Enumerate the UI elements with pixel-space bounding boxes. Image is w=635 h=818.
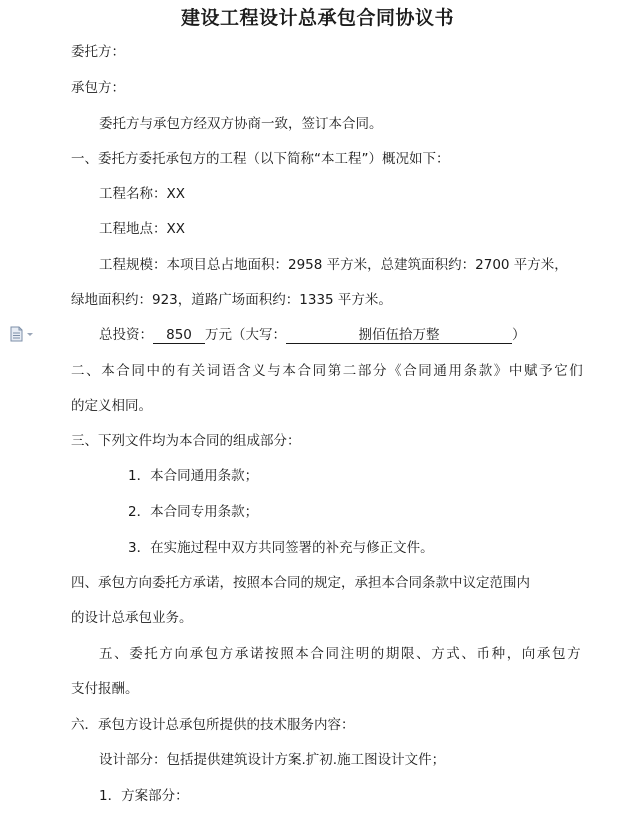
section2-line2: 的定义相同。 [71, 398, 152, 414]
investment-unit: 万元（大写： [205, 327, 286, 343]
list-item: 2．本合同专用条款； [128, 504, 259, 520]
project-scale-line2: 绿地面积约：923，道路广场面积约：1335 平方米。 [71, 292, 392, 308]
investment-amount: 850 [153, 327, 205, 344]
section3-heading: 三、下列文件均为本合同的组成部分： [71, 433, 301, 449]
section1-heading: 一、委托方委托承包方的工程（以下简称“本工程”）概况如下： [71, 151, 450, 167]
investment-amount-words: 捌佰伍拾万整 [286, 327, 512, 344]
design-part: 设计部分：包括提供建筑设计方案.扩初.施工图设计文件； [99, 752, 446, 768]
section4-line1: 四、承包方向委托方承诺，按照本合同的规定，承担本合同条款中议定范围内 [71, 575, 530, 591]
section5-line1: 五、委托方向承包方承诺按照本合同注明的期限、方式、币种，向承包方 [99, 646, 583, 662]
section6-heading: 六．承包方设计总承包所提供的技术服务内容： [71, 717, 355, 733]
document-icon[interactable] [9, 326, 35, 342]
project-location: 工程地点：XX [99, 221, 185, 237]
project-scale-line1: 工程规模：本项目总占地面积：2958 平方米，总建筑面积约：2700 平方米， [99, 257, 568, 273]
list-item: 3．在实施过程中双方共同签署的补充与修正文件。 [128, 540, 434, 556]
total-investment-line [99, 326, 526, 344]
section2-line1: 二、本合同中的有关词语含义与本合同第二部分《合同通用条款》中赋予它们 [71, 363, 585, 379]
section4-line2: 的设计总承包业务。 [71, 610, 193, 626]
investment-label: 总投资： [99, 327, 153, 343]
list-item: 1．本合同通用条款； [128, 468, 259, 484]
investment-close: ） [512, 327, 526, 343]
page-title: 建设工程设计总承包合同协议书 [180, 7, 454, 29]
intro-paragraph: 委托方与承包方经双方协商一致，签订本合同。 [99, 116, 383, 132]
client-label: 委托方： [71, 44, 125, 60]
project-name: 工程名称：XX [99, 186, 185, 202]
scheme-part-item: 1．方案部分： [99, 788, 189, 804]
contractor-label: 承包方： [71, 80, 125, 96]
section5-line2: 支付报酬。 [71, 681, 139, 697]
